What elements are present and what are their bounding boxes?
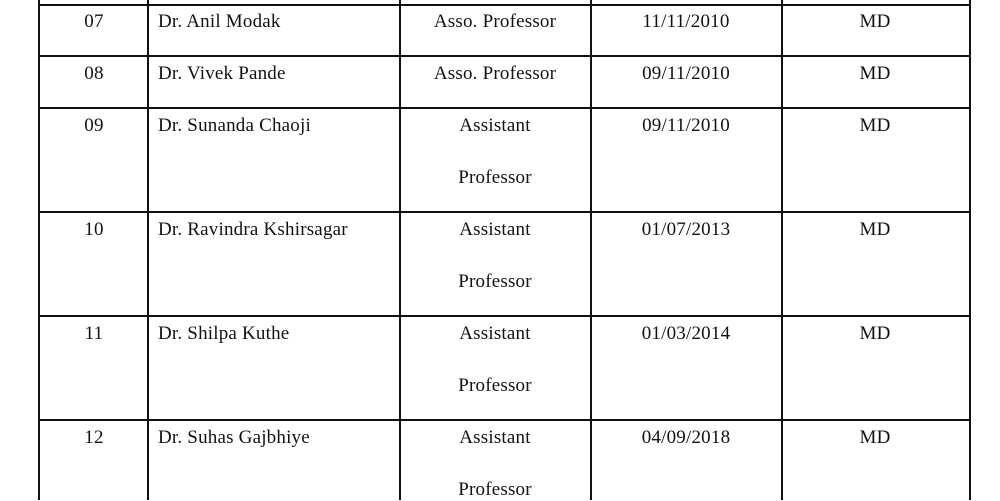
faculty-name: Dr. Suhas Gajbhiye bbox=[158, 427, 310, 448]
qualification: MD bbox=[859, 63, 891, 84]
row-serial-number: 08 bbox=[84, 63, 104, 84]
row-serial-number: 09 bbox=[84, 115, 104, 136]
row-serial-number: 07 bbox=[84, 11, 104, 32]
row-divider bbox=[38, 315, 971, 317]
designation: Assistant bbox=[459, 219, 531, 240]
row-divider bbox=[38, 211, 971, 213]
designation: Asso. Professor bbox=[433, 11, 557, 32]
qualification: MD bbox=[859, 219, 891, 240]
designation: Professor bbox=[458, 271, 532, 292]
qualification: MD bbox=[859, 323, 891, 344]
designation: Assistant bbox=[459, 115, 531, 136]
qualification: MD bbox=[859, 115, 891, 136]
appointment-date: 01/07/2013 bbox=[641, 219, 731, 240]
appointment-date: 09/11/2010 bbox=[642, 63, 730, 84]
row-serial-number: 12 bbox=[84, 427, 104, 448]
row-divider bbox=[38, 419, 971, 421]
designation: Professor bbox=[458, 167, 532, 188]
row-divider bbox=[38, 55, 971, 57]
faculty-name: Dr. Vivek Pande bbox=[158, 63, 286, 84]
row-serial-number: 11 bbox=[84, 323, 104, 344]
designation: Professor bbox=[458, 375, 532, 396]
row-divider bbox=[38, 4, 971, 6]
faculty-name: Dr. Ravindra Kshirsagar bbox=[158, 219, 348, 240]
faculty-name: Dr. Shilpa Kuthe bbox=[158, 323, 290, 344]
appointment-date: 09/11/2010 bbox=[642, 115, 730, 136]
faculty-name: Dr. Anil Modak bbox=[158, 11, 281, 32]
row-serial-number: 10 bbox=[84, 219, 104, 240]
designation: Asso. Professor bbox=[433, 63, 557, 84]
designation: Professor bbox=[458, 479, 532, 500]
qualification: MD bbox=[859, 11, 891, 32]
appointment-date: 04/09/2018 bbox=[641, 427, 731, 448]
designation: Assistant bbox=[459, 427, 531, 448]
qualification: MD bbox=[859, 427, 891, 448]
appointment-date: 11/11/2010 bbox=[642, 11, 730, 32]
column-divider bbox=[969, 0, 971, 500]
appointment-date: 01/03/2014 bbox=[641, 323, 731, 344]
faculty-name: Dr. Sunanda Chaoji bbox=[158, 115, 311, 136]
row-divider bbox=[38, 107, 971, 109]
designation: Assistant bbox=[459, 323, 531, 344]
